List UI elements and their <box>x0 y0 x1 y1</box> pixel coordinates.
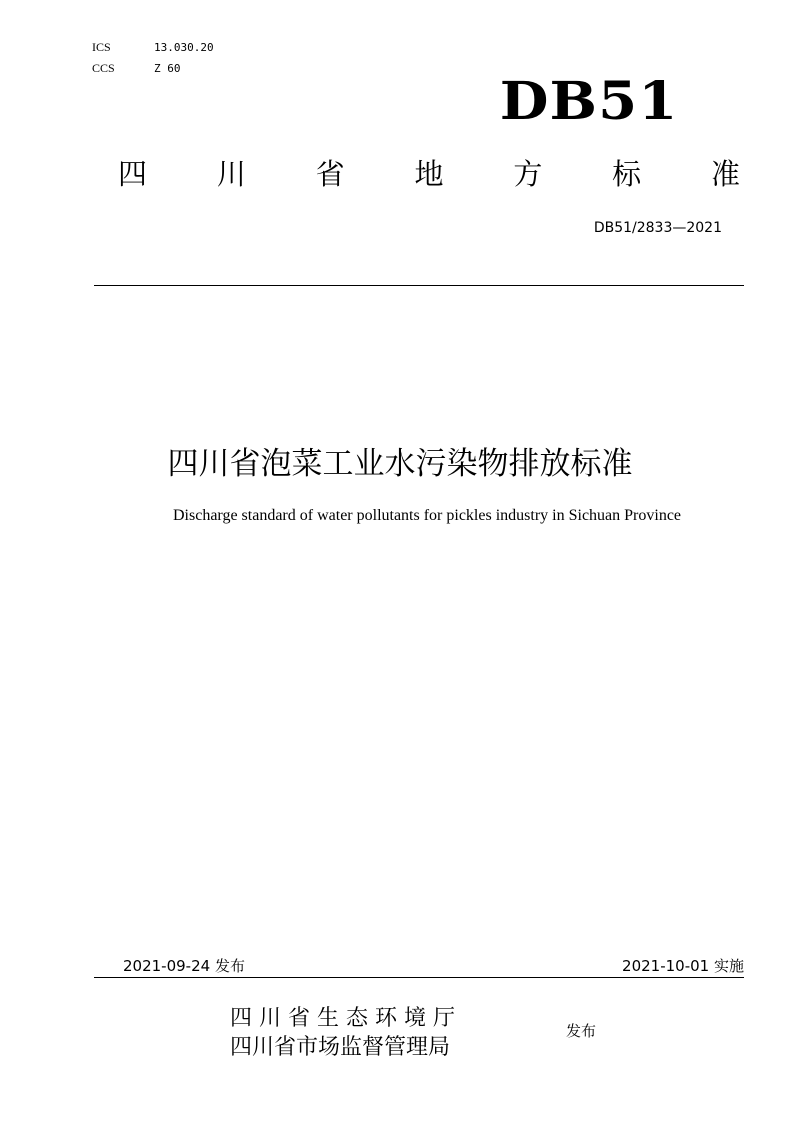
implement-date: 2021-10-01 实施 <box>622 957 744 975</box>
issue-date: 2021-09-24 发布 <box>123 957 245 975</box>
db51-logo: DB51 <box>499 71 678 132</box>
bottom-divider <box>94 977 744 978</box>
standard-category <box>118 156 740 192</box>
ccs-label: CCS <box>92 61 115 75</box>
document-title: 四川省泡菜工业水污染物排放标准 <box>167 446 633 482</box>
document-title-english: Discharge standard of water pollutants for pickles industry in Sichuan Province <box>172 507 682 524</box>
ics-label: ICS <box>92 40 111 54</box>
category-char: 地 <box>414 157 444 191</box>
category-char: 省 <box>315 157 345 191</box>
category-char: 标 <box>612 157 642 191</box>
ics-value: 13.030.20 <box>154 41 214 54</box>
category-char: 准 <box>710 157 740 191</box>
standard-number: DB51/2833—2021 <box>593 220 722 236</box>
top-divider <box>94 285 744 286</box>
issue-label: 发布 <box>566 1022 597 1040</box>
ccs-value: Z 60 <box>154 62 181 75</box>
issuer-market-supervision: 四川省市场监督管理局 <box>230 1035 451 1060</box>
category-char: 方 <box>513 157 543 191</box>
issuer-ecology-environment: 四 川 省 生 态 环 境 厅 <box>230 1006 455 1031</box>
category-char: 四 <box>118 157 148 191</box>
category-char: 川 <box>216 157 246 191</box>
